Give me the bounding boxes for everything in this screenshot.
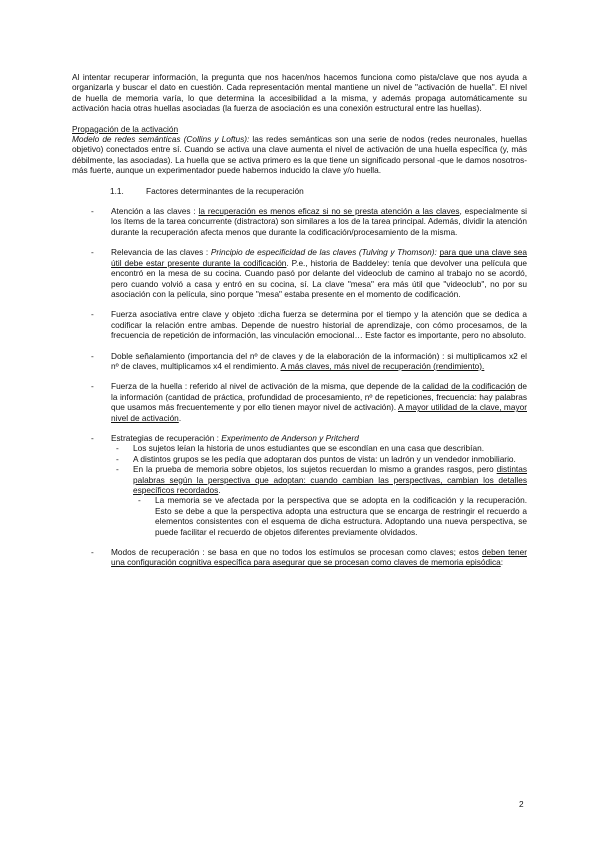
sub-sub-item bbox=[133, 495, 527, 537]
item-label: Atención a las claves : bbox=[111, 206, 196, 217]
model-title: Modelo de redes semánticas (Collins y Loftus): bbox=[72, 134, 250, 145]
item-text: Fuerza de la huella : referido al nivel de activación de la misma, que depende de la bbox=[111, 381, 423, 392]
item-label: Relevancia de las claves : bbox=[111, 247, 209, 258]
model-paragraph bbox=[72, 134, 527, 176]
list-item-doble-senalamiento bbox=[72, 351, 527, 372]
item-underlined: A más claves, más nivel de recuperación (rendimiento). bbox=[280, 360, 485, 371]
sub-item-text: Los sujetos leían la historia de unos estudiantes que se escondían en una casa que describían. bbox=[133, 443, 485, 454]
section-title: Factores determinantes de la recuperación bbox=[146, 185, 304, 196]
item-underlined: la recuperación es menos eficaz si no se presta atención a las claves bbox=[198, 206, 460, 217]
item-label: Estrategias de recuperación : bbox=[111, 432, 219, 443]
list-item-fuerza-asociativa bbox=[72, 309, 527, 340]
item-text: Doble señalamiento (importancia del nº de claves y de la elaboración de la información) : si multiplicamos x2 el nº de claves, multiplicamos x4 el rendimiento. bbox=[111, 350, 527, 371]
sub-item-underlined: distintas palabras según la perspectiva que adoptan: cuando cambian las perspectivas, cambian los detalles específicos recordados bbox=[133, 464, 527, 495]
bullet-dash: - bbox=[116, 453, 119, 464]
model-text: las redes semánticas son una serie de nodos (redes neuronales, huellas objetivo) conectados entre sí. Cuando se activa una clave aumenta el nivel de activación de una huella específica (y, más débilmente, las asociadas). La huella que se activa primero es la que tiene un significado personal -que le damos nosotros- más fuerte, aunque un experimentador puede habernos inducido la clave y/o huella. bbox=[72, 134, 528, 176]
sub-sub-item-text: La memoria se ve afectada por la perspectiva que se adopta en la codificación y la recuperación. Esto se debe a que la perspectiva adopta una estructura que se encarga de restringir el recuerdo a elementos consistentes con el esquema de dicha estructura. Adoptando una nueva perspectiva, se puede facilitar el recuerdo de objetos diferentes previamente olvidados. bbox=[155, 495, 527, 537]
bullet-dash: - bbox=[91, 309, 94, 320]
item-text: . P.e., historia de Baddeley: tenía que devolver una película que encontró en la mesa de su cocina. Cuando pasó por delante del videoclub de camino al trabajo no se acordó, pero cuando volvió a casa y entró en su cocina, sí. La clave "mesa" era más útil que "videoclub", no por su asociación con la película, sino porque "mesa" estaba presente en el momento de codificación. bbox=[111, 257, 527, 299]
item-text: de la información (cantidad de práctica, profundidad de procesamiento, nº de repeticiones, frecuencia: hay palabras que usamos más frecuentemente y por ello tienen mayor nivel de activación). bbox=[111, 381, 527, 413]
bullet-dash: - bbox=[91, 547, 94, 558]
item-underlined: para que una clave sea útil debe estar presente durante la codificación bbox=[111, 247, 527, 268]
item-text: Modos de recuperación : se basa en que no todos los estímulos se procesan como claves; estos bbox=[111, 547, 482, 558]
bullet-dash: - bbox=[91, 247, 94, 258]
section-heading-propagacion: Propagación de la activación bbox=[72, 123, 179, 134]
item-italic: Experimento de Anderson y Pritcherd bbox=[221, 432, 359, 443]
bullet-dash: - bbox=[91, 350, 94, 361]
item-italic: Principio de especificidad de las claves (Tulving y Thomson): bbox=[210, 247, 437, 258]
bullet-dash: - bbox=[91, 381, 94, 392]
document-body bbox=[72, 72, 527, 568]
sub-item-text: . bbox=[218, 485, 221, 495]
bullet-dash: - bbox=[91, 206, 94, 217]
list-item-relevancia bbox=[72, 247, 527, 299]
sub-item bbox=[111, 464, 527, 495]
item-underlined: deben tener una configuración cognitiva específica para asegurar que se procesan como claves de memoria episódica bbox=[111, 547, 527, 568]
bullet-dash: - bbox=[116, 464, 119, 475]
bullet-dash: - bbox=[91, 432, 94, 443]
item-text: : bbox=[500, 557, 504, 568]
section-number: 1.1. bbox=[110, 185, 124, 196]
sub-item bbox=[111, 454, 527, 464]
bullet-dash: - bbox=[138, 495, 141, 506]
sub-item-text: A distintos grupos se les pedía que adoptaran dos puntos de vista: un ladrón y un vendedor inmobiliario. bbox=[133, 453, 516, 464]
item-underlined: calidad de la codificación bbox=[422, 381, 516, 392]
bullet-dash: - bbox=[116, 443, 119, 454]
intro-paragraph: Al intentar recuperar información, la pregunta que nos hacen/nos hacemos funciona como pista/clave que nos ayuda a organizarla y buscar el dato en cuestión. Cada representación mental mantiene un nivel de "activación de huella". El nivel de huella de memoria varía, lo que determina la accesibilidad a la misma, y además propaga automáticamente su activación hacia otras huellas asociadas (la fuerza de asociación es una conexión estructural entre las huellas). bbox=[72, 72, 527, 114]
item-text: Fuerza asociativa entre clave y objeto :dicha fuerza se determina por el tiempo y la atención que se dedica a codificar la relación entre ambas. Depende de nuestro historial de aprendizaje, con cómo procesamos, de la frecuencia de repetición de información, las vinculación emocional… Este factor es importante, pero no absoluto. bbox=[111, 309, 527, 341]
item-underlined: A mayor utilidad de la clave, mayor nivel de activación bbox=[111, 402, 527, 423]
sub-item-text: En la prueba de memoria sobre objetos, los sujetos recuerdan lo mismo a grandes rasgos, pero bbox=[133, 464, 497, 475]
item-text: . bbox=[178, 412, 182, 423]
list-item-estrategias bbox=[72, 433, 527, 443]
list-item-atencion bbox=[72, 206, 527, 237]
page-number: 2 bbox=[519, 799, 524, 809]
list-item-fuerza-huella bbox=[72, 381, 527, 423]
section-heading-factores bbox=[72, 186, 527, 196]
item-text: , especialmente si los ítems de la tarea concurrente (distractora) son similares a los de la tarea principal. Además, dividir la atención durante la recuperación afecta menos que durante la codificación/procesamiento de la misma. bbox=[111, 206, 527, 237]
list-item-modos bbox=[72, 547, 527, 568]
sub-item bbox=[111, 443, 527, 453]
